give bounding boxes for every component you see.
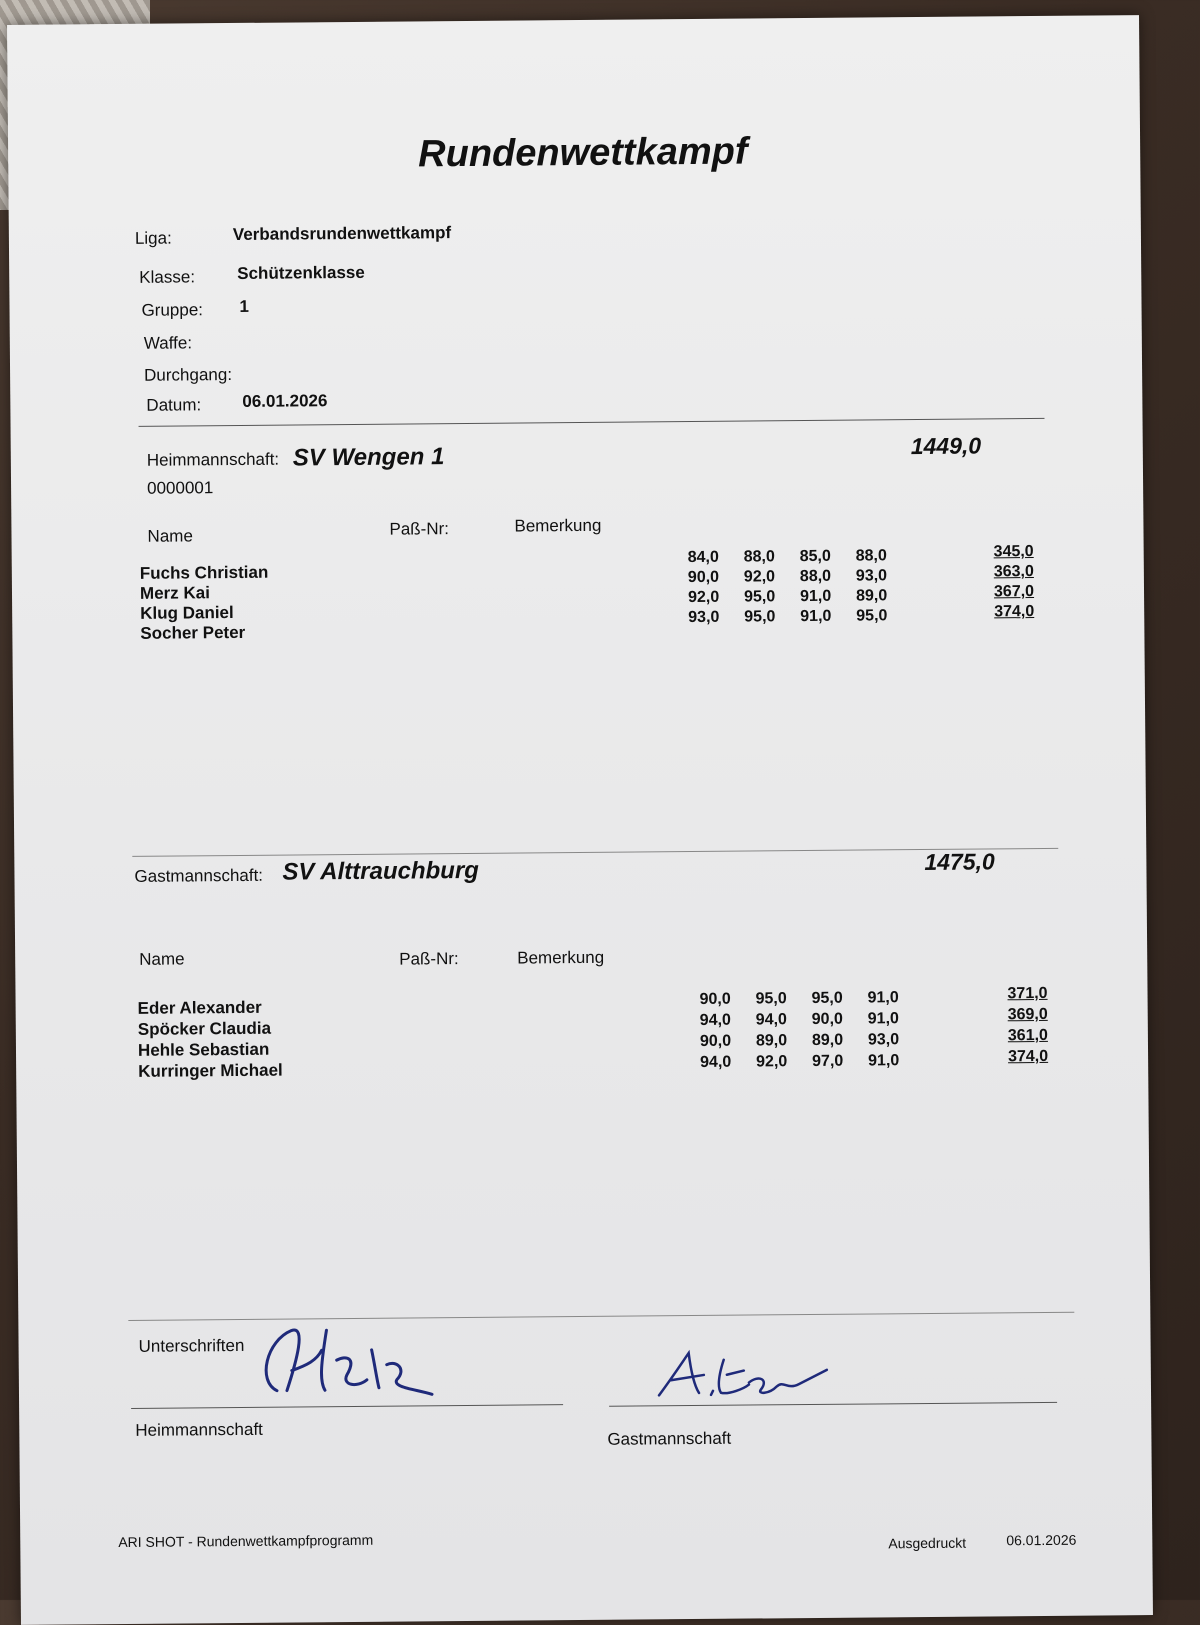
series-score: 88,0 — [799, 567, 832, 586]
player-total: 374,0 — [1007, 1047, 1049, 1066]
series-score: 95,0 — [856, 607, 888, 625]
divider — [139, 418, 1045, 427]
col-pass: Paß-Nr: — [399, 949, 459, 969]
col-name: Name — [139, 949, 185, 969]
player-name: Kurringer Michael — [138, 1060, 283, 1081]
col-remark: Bemerkung — [517, 947, 605, 968]
player-series-scores — [700, 1010, 914, 1030]
guest-team-name: SV Alttrauchburg — [282, 856, 480, 886]
series-score: 88,0 — [855, 547, 887, 565]
series-score: 93,0 — [855, 567, 888, 585]
series-score: 92,0 — [687, 588, 720, 607]
series-score: 90,0 — [811, 1010, 843, 1028]
guest-team-label: Gastmannschaft: — [134, 865, 264, 886]
series-score: 91,0 — [868, 1052, 900, 1070]
divider — [128, 1312, 1074, 1321]
series-score: 92,0 — [743, 568, 776, 586]
player-total: 345,0 — [993, 543, 1034, 561]
series-score: 89,0 — [811, 1031, 844, 1049]
player-series-scores — [699, 989, 913, 1009]
meta-label: Durchgang: — [144, 365, 233, 385]
home-signature-label: Heimmannschaft — [135, 1419, 263, 1440]
guest-signature — [649, 1344, 830, 1406]
series-score: 89,0 — [855, 587, 888, 605]
meta-label: Klasse: — [139, 267, 196, 287]
player-name: Socher Peter — [140, 622, 246, 643]
series-score: 90,0 — [699, 1032, 732, 1050]
series-score: 93,0 — [867, 1031, 900, 1049]
document-title: Rundenwettkampf — [418, 130, 748, 176]
series-score: 84,0 — [687, 548, 719, 567]
player-name: Klug Daniel — [140, 603, 234, 623]
player-total: 371,0 — [1007, 984, 1048, 1003]
player-series-scores — [688, 547, 902, 567]
player-total: 367,0 — [993, 583, 1035, 601]
player-series-scores — [688, 587, 902, 607]
player-series-scores — [700, 1052, 914, 1072]
footer-program: ARI SHOT - Rundenwettkampfprogramm — [118, 1531, 374, 1551]
meta-value: Schützenklasse — [237, 262, 365, 283]
col-remark: Bemerkung — [514, 515, 602, 536]
series-score: 95,0 — [743, 588, 776, 606]
footer-printed-label: Ausgedruckt — [888, 1534, 967, 1552]
series-score: 90,0 — [687, 568, 720, 587]
series-score: 94,0 — [755, 1011, 787, 1029]
col-name: Name — [147, 526, 193, 546]
col-pass: Paß-Nr: — [389, 519, 450, 539]
player-total: 361,0 — [1007, 1026, 1048, 1045]
meta-label: Waffe: — [143, 333, 193, 353]
home-signature — [246, 1319, 447, 1411]
meta-label: Gruppe: — [141, 300, 204, 320]
series-score: 95,0 — [811, 989, 843, 1007]
signatures-heading: Unterschriften — [138, 1335, 245, 1356]
player-series-scores — [688, 607, 902, 627]
series-score: 85,0 — [799, 547, 831, 566]
player-series-scores — [688, 567, 902, 587]
divider — [132, 848, 1058, 857]
player-name: Eder Alexander — [137, 997, 262, 1018]
series-score: 90,0 — [699, 990, 731, 1008]
series-score: 91,0 — [800, 607, 832, 626]
series-score: 94,0 — [700, 1053, 732, 1071]
series-score: 91,0 — [867, 1010, 899, 1028]
meta-value: 06.01.2026 — [242, 391, 328, 411]
series-score: 92,0 — [756, 1053, 788, 1071]
guest-signature-label: Gastmannschaft — [607, 1428, 732, 1449]
series-score: 88,0 — [743, 548, 775, 566]
series-score: 95,0 — [744, 608, 776, 626]
series-score: 91,0 — [799, 587, 832, 606]
player-total: 363,0 — [993, 563, 1034, 581]
home-team-total: 1449,0 — [910, 432, 982, 460]
player-total: 369,0 — [1007, 1005, 1048, 1024]
player-name: Merz Kai — [139, 583, 211, 603]
score-sheet — [7, 15, 1153, 1625]
meta-value: Verbandsrundenwettkampf — [232, 223, 452, 245]
player-name: Spöcker Claudia — [137, 1018, 272, 1039]
player-name: Hehle Sebastian — [137, 1039, 270, 1060]
home-team-label: Heimmannschaft: — [146, 449, 280, 470]
player-total: 374,0 — [994, 603, 1035, 621]
meta-label: Datum: — [146, 395, 202, 415]
meta-value: 1 — [239, 296, 250, 316]
guest-team-total: 1475,0 — [924, 848, 995, 875]
series-score: 93,0 — [688, 608, 720, 627]
series-score: 91,0 — [867, 989, 899, 1007]
series-score: 89,0 — [755, 1032, 788, 1050]
series-score: 95,0 — [755, 990, 787, 1008]
footer-printed-date: 06.01.2026 — [1006, 1531, 1077, 1549]
meta-label: Liga: — [134, 228, 172, 248]
series-score: 94,0 — [699, 1011, 731, 1029]
player-name: Fuchs Christian — [139, 562, 269, 583]
home-team-id: 0000001 — [147, 478, 214, 498]
player-series-scores — [700, 1031, 914, 1051]
home-team-name: SV Wengen 1 — [292, 443, 445, 472]
series-score: 97,0 — [812, 1052, 844, 1070]
meta-block — [7, 15, 1139, 415]
